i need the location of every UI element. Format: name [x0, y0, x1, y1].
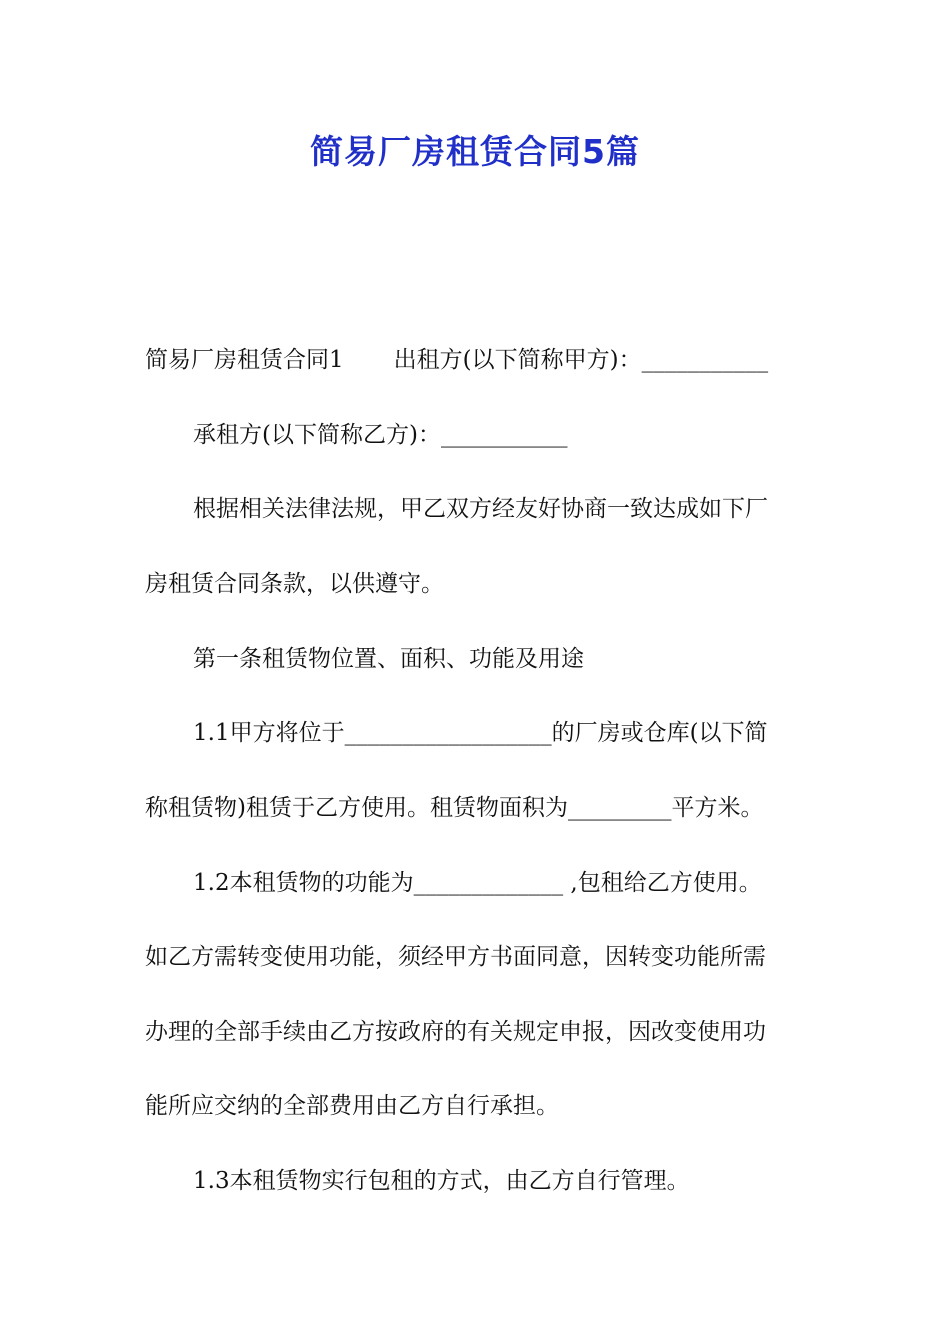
document-title: 简易厂房租赁合同5篇 — [310, 132, 640, 171]
lessor-field: 出租方(以下简称甲方)：___________ — [393, 347, 769, 373]
clause-line: 能所应交纳的全部费用由乙方自行承担。 — [145, 1093, 559, 1119]
clause-line: 1.3本租赁物实行包租的方式，由乙方自行管理。 — [193, 1168, 690, 1194]
contract-heading-line — [145, 345, 815, 375]
clause-line: 1.1甲方将位于__________________的厂房或仓库(以下简 — [193, 720, 768, 746]
clause-line: 称租赁物)租赁于乙方使用。租赁物面积为_________平方米。 — [145, 795, 764, 821]
lessee-field: 承租方(以下简称乙方)：___________ — [193, 422, 568, 448]
article-heading: 第一条租赁物位置、面积、功能及用途 — [193, 646, 584, 672]
clause-line: 1.2本租赁物的功能为_____________ ,包租给乙方使用。 — [193, 870, 762, 896]
clause-line: 如乙方需转变使用功能，须经甲方书面同意，因转变功能所需 — [145, 944, 766, 970]
contract-number: 简易厂房租赁合同1 — [145, 347, 344, 373]
paragraph-line: 房租赁合同条款，以供遵守。 — [145, 571, 444, 597]
paragraph-line: 根据相关法律法规，甲乙双方经友好协商一致达成如下厂 — [193, 496, 768, 522]
clause-line: 办理的全部手续由乙方按政府的有关规定申报，因改变使用功 — [145, 1019, 766, 1045]
